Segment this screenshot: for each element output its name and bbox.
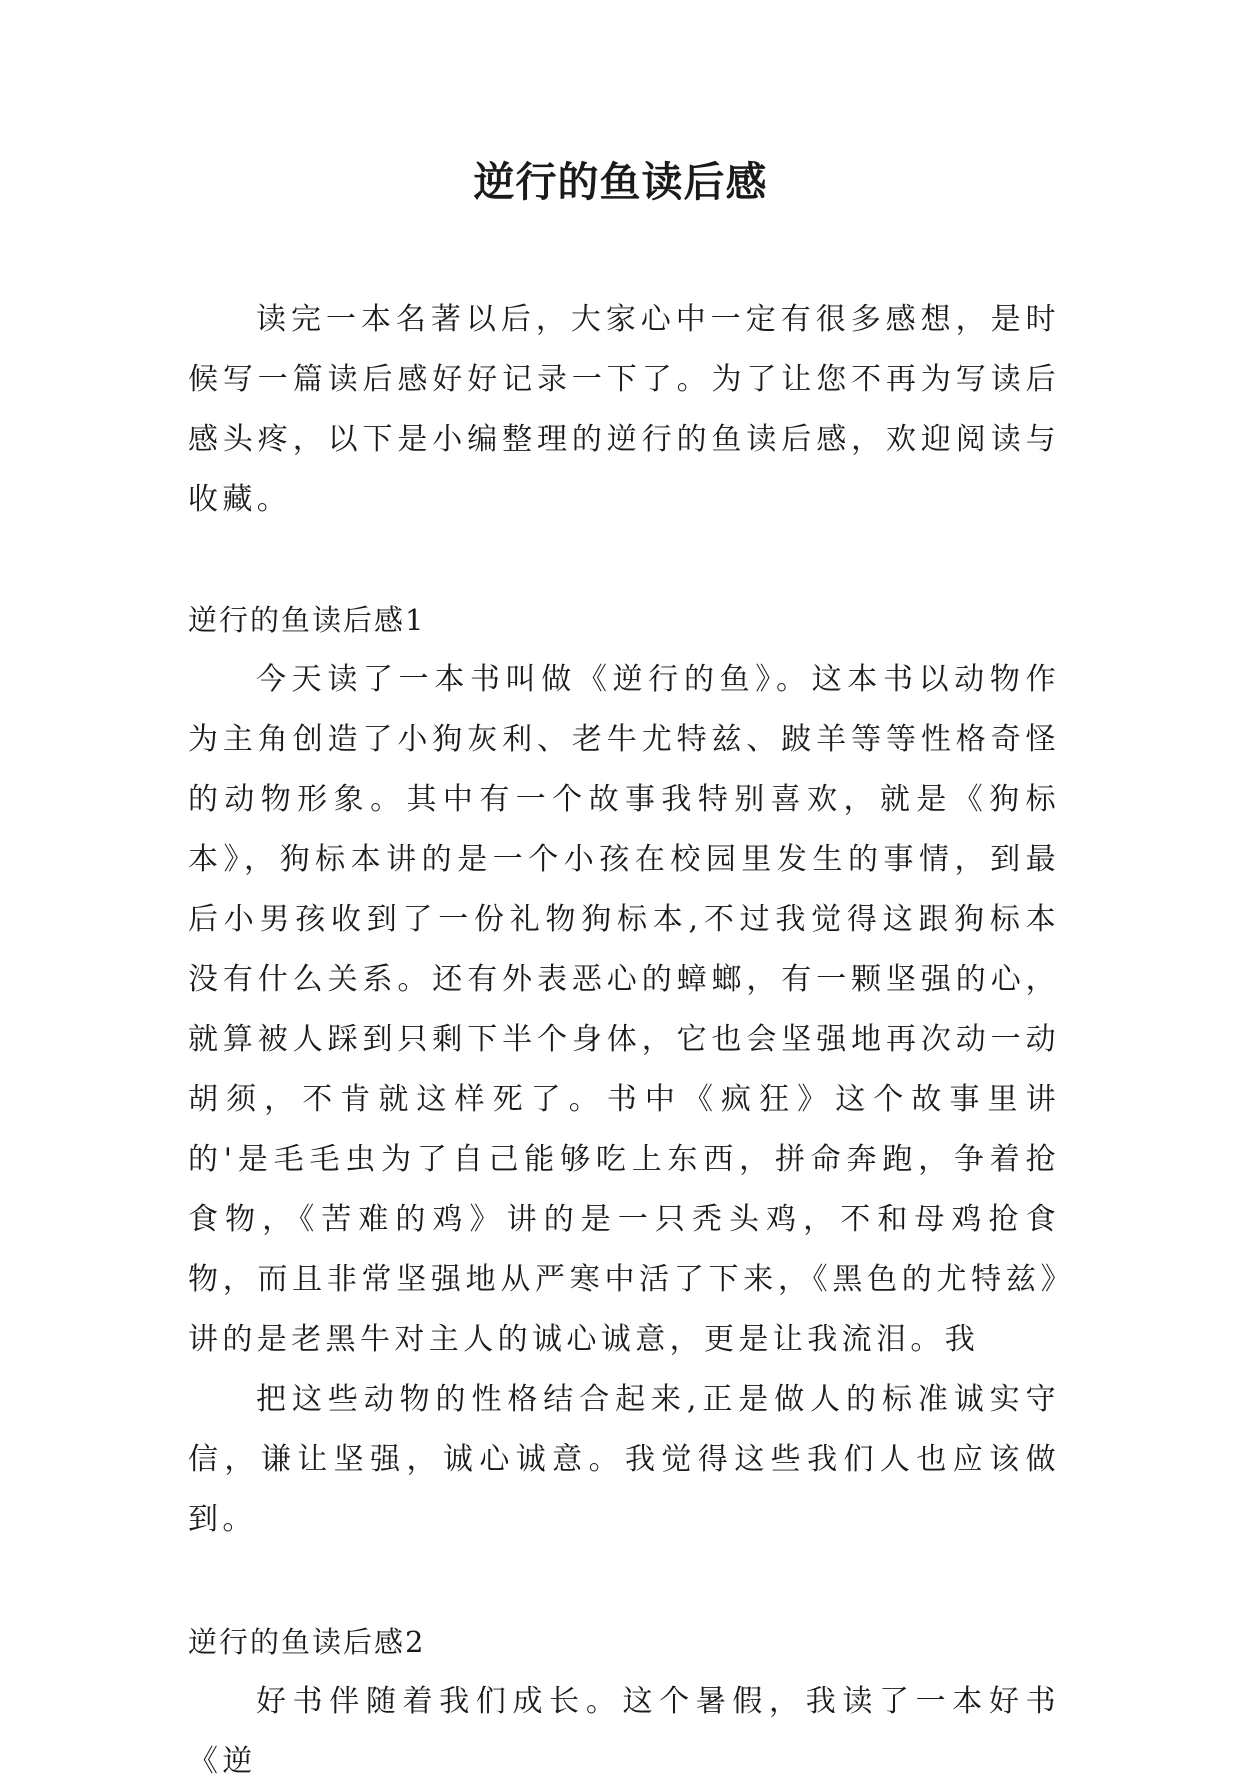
document-title: 逆行的鱼读后感 xyxy=(473,158,768,206)
intro-paragraph: 读完一本名著以后，大家心中一定有很多感想，是时候写一篇读后感好好记录一下了。为了让您不再为写读后感头疼，以下是小编整理的逆行的鱼读后感，欢迎阅读与收藏。 xyxy=(188,302,1060,517)
section-2 xyxy=(188,1612,1060,1792)
section-paragraph: 好书伴随着我们成长。这个暑假，我读了一本好书《逆 xyxy=(188,1684,1060,1779)
section-spacer xyxy=(188,1550,1060,1612)
section-paragraph: 今天读了一本书叫做《逆行的鱼》。这本书以动物作为主角创造了小狗灰利、老牛尤特兹、跛羊等等性格奇怪的动物形象。其中有一个故事我特别喜欢，就是《狗标本》，狗标本讲的是一个小孩在校园里发生的事情，到最后小男孩收到了一份礼物狗标本,不过我觉得这跟狗标本没有什么关系。还有外表恶心的蟑螂，有一颗坚强的心，就算被人踩到只剩下半个身体，它也会坚强地再次动一动胡须，不肯就这样死了。书中《疯狂》这个故事里讲的'是毛毛虫为了自己能够吃上东西，拼命奔跑，争着抢食物，《苦难的鸡》讲的是一只秃头鸡，不和母鸡抢食物，而且非常坚强地从严寒中活了下来，《黑色的尤特兹》讲的是老黑牛对主人的诚心诚意，更是让我流泪。我 xyxy=(188,662,1060,1357)
section-1 xyxy=(188,590,1060,1550)
document-body xyxy=(188,290,1060,1792)
section-paragraph: 把这些动物的性格结合起来,正是做人的标准诚实守信，谦让坚强，诚心诚意。我觉得这些我们人也应该做到。 xyxy=(188,1382,1060,1537)
section-heading: 逆行的鱼读后感2 xyxy=(188,1625,426,1659)
section-spacer xyxy=(188,530,1060,590)
section-heading: 逆行的鱼读后感1 xyxy=(188,603,426,637)
